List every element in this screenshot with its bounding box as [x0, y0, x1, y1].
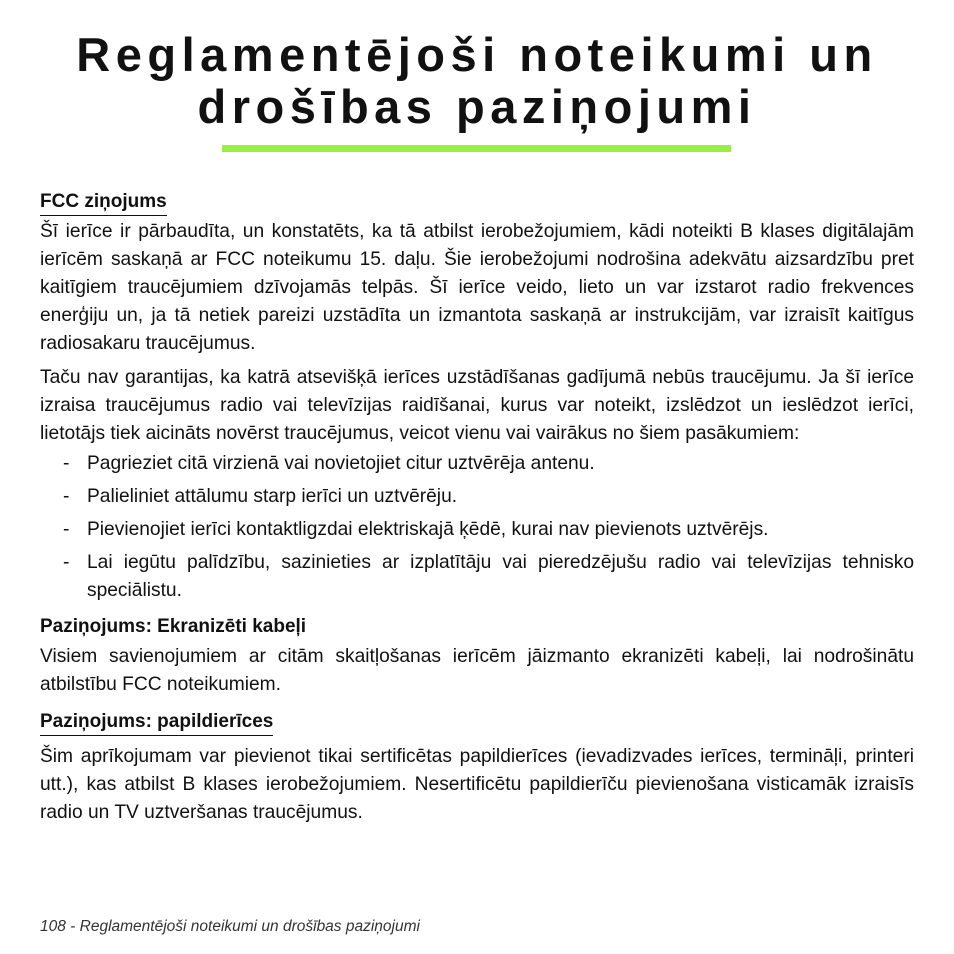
list-item	[40, 549, 914, 605]
shielded-cables-heading: Paziņojums: Ekranizēti kabeļi	[40, 616, 307, 637]
fcc-paragraph-1: Šī ierīce ir pārbaudīta, un konstatēts, ka tā atbilst ierobežojumiem, kādi noteikti B klases digitālajām ierīcēm saskaņā ar FCC noteikumu 15. daļu. Šie ierobežojumi nodrošina adekvātu aizsardzību pret kaitīgiem traucējumiem dzīvojamās telpās. Šī ierīce veido, lieto un var izstarot radio frekvences enerģiju un, ja tā netiek pareizi uzstādīta un izmantota saskaņā ar instrukcijām, var izraisīt kaitīgus radiosakaru traucējumus.	[40, 221, 914, 354]
page-footer: 108 - Reglamentējoši noteikumi un drošības paziņojumi	[40, 918, 420, 935]
list-item	[40, 483, 914, 511]
fcc-heading: FCC ziņojums	[40, 190, 167, 216]
page-title-line-2: drošības paziņojumi	[197, 80, 757, 133]
list-item	[40, 450, 914, 478]
peripherals-heading: Paziņojums: papildierīces	[40, 710, 273, 736]
fcc-measures-list	[40, 450, 914, 605]
list-item-text: Pievienojiet ierīci kontaktligzdai elektriskajā ķēdē, kurai nav pievienots uztvērējs.	[87, 519, 769, 540]
page-title-line-1: Reglamentējoši noteikumi un	[76, 28, 878, 81]
dash-marker: -	[63, 486, 70, 507]
list-item	[40, 516, 914, 544]
peripherals-paragraph: Šim aprīkojumam var pievienot tikai sertificētas papildierīces (ievadizvades ierīces, termināļi, printeri utt.), kas atbilst B klases ierobežojumiem. Nesertificētu papildierīču pievienošana visticamāk izraisīs radio un TV uztveršanas traucējumus.	[40, 746, 914, 823]
title-underline-bar	[222, 145, 731, 152]
list-item-text: Pagrieziet citā virzienā vai novietojiet citur uztvērēja antenu.	[87, 453, 595, 474]
dash-marker: -	[63, 519, 70, 540]
shielded-cables-paragraph: Visiem savienojumiem ar citām skaitļošanas ierīcēm jāizmanto ekranizēti kabeļi, lai nodrošinātu atbilstību FCC noteikumiem.	[40, 646, 914, 695]
list-item-text: Palieliniet attālumu starp ierīci un uztvērēju.	[87, 486, 458, 507]
dash-marker: -	[63, 453, 70, 474]
fcc-paragraph-2: Taču nav garantijas, ka katrā atsevišķā ierīces uzstādīšanas gadījumā nebūs traucējumu. Ja šī ierīce izraisa traucējumus radio vai televīzijas raidīšanai, kurus var noteikt, izslēdzot un ieslēdzot ierīci, lietotājs tiek aicināts novērst traucējumus, veicot vienu vai vairākus no šiem pasākumiem:	[40, 367, 914, 444]
document-body	[40, 188, 914, 827]
list-item-text: Lai iegūtu palīdzību, sazinieties ar izplatītāju vai pieredzējušu radio vai televīzijas tehnisko speciālistu.	[87, 552, 914, 601]
dash-marker: -	[63, 552, 70, 573]
page-title	[0, 29, 954, 133]
